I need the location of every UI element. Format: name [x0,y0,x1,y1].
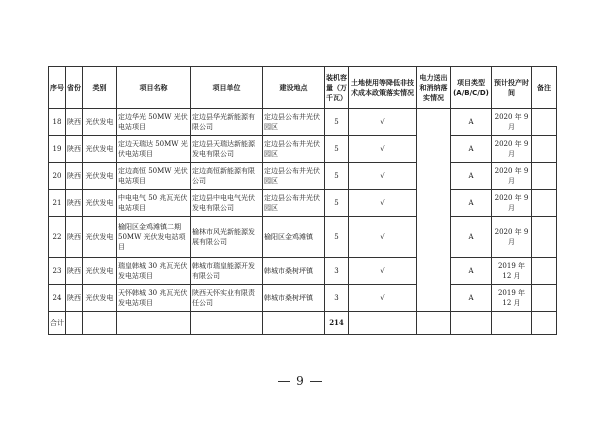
cell-capacity: 5 [325,163,349,190]
cell-unit: 定边县华光新能源有限公司 [191,109,263,136]
cell-location: 定边县公布井光伏园区 [263,136,325,163]
cell-unit: 陕西天怀实业有限责任公司 [191,285,263,312]
header-unit: 项目单位 [191,67,263,109]
cell-no: 18 [49,109,66,136]
page-number-value: 9 [296,374,304,388]
table-row [49,285,557,312]
total-empty [492,312,532,335]
table-row [49,109,557,136]
cell-name: 瑞皇韩城 30 兆瓦光伏发电站项目 [117,258,191,285]
cell-no: 21 [49,190,66,217]
header-name: 项目名称 [117,67,191,109]
cell-location: 韩城市桑树坪镇 [263,258,325,285]
cell-no: 20 [49,163,66,190]
cell-location: 定边县公布井光伏园区 [263,163,325,190]
header-capacity: 装机容量（万千瓦） [325,67,349,109]
cell-time: 2020 年 9 月 [492,190,532,217]
table-row [49,136,557,163]
header-note: 备注 [532,67,557,109]
cell-type: A [451,109,492,136]
cell-province: 陕西 [66,136,83,163]
dash-left [278,381,290,382]
cell-province: 陕西 [66,190,83,217]
total-empty [417,312,451,335]
total-empty [349,312,417,335]
cell-land: √ [349,109,417,136]
cell-land: √ [349,217,417,258]
cell-time: 2020 年 9 月 [492,136,532,163]
cell-name: 天怀韩城 30 兆瓦光伏发电站项目 [117,285,191,312]
cell-power-merged [417,109,451,312]
header-category: 类别 [83,67,117,109]
cell-note [532,163,557,190]
cell-no: 23 [49,258,66,285]
table-header-row [49,67,557,109]
cell-time: 2019 年 12 月 [492,285,532,312]
cell-capacity: 5 [325,136,349,163]
header-time: 预计投产时间 [492,67,532,109]
cell-category: 光伏发电 [83,217,117,258]
table-row [49,163,557,190]
cell-name: 中电电气 50 兆瓦光伏电站项目 [117,190,191,217]
cell-note [532,285,557,312]
cell-location: 定边县公布井光伏园区 [263,109,325,136]
total-label: 合计 [49,312,66,335]
cell-province: 陕西 [66,109,83,136]
cell-province: 陕西 [66,258,83,285]
dash-right [310,381,322,382]
cell-name: 定边高恒 50MW 光伏电站项目 [117,163,191,190]
header-location: 建设地点 [263,67,325,109]
total-capacity: 214 [325,312,349,335]
total-empty [117,312,191,335]
cell-time: 2020 年 9 月 [492,109,532,136]
cell-location: 定边县公布井光伏园区 [263,190,325,217]
table-row [49,217,557,258]
cell-capacity: 5 [325,217,349,258]
cell-location: 韩城市桑树坪镇 [263,285,325,312]
cell-capacity: 3 [325,285,349,312]
cell-type: A [451,163,492,190]
cell-no: 24 [49,285,66,312]
total-empty [532,312,557,335]
cell-unit: 定边县天瑞达新能源发电有限公司 [191,136,263,163]
total-empty [83,312,117,335]
cell-name: 定边天瑞达 50MW 光伏电站项目 [117,136,191,163]
cell-time: 2020 年 9 月 [492,217,532,258]
header-province: 省份 [66,67,83,109]
cell-name: 榆阳区金鸡滩镇二期 50MW 光伏发电站项目 [117,217,191,258]
cell-category: 光伏发电 [83,136,117,163]
total-empty [66,312,83,335]
cell-no: 19 [49,136,66,163]
header-no: 序号 [49,67,66,109]
cell-note [532,217,557,258]
cell-category: 光伏发电 [83,109,117,136]
cell-time: 2019 年 12 月 [492,258,532,285]
cell-unit: 榆林市风光新能源发展有限公司 [191,217,263,258]
cell-category: 光伏发电 [83,190,117,217]
cell-unit: 定边县中电电气光伏发电有限公司 [191,190,263,217]
cell-time: 2020 年 9 月 [492,163,532,190]
total-empty [191,312,263,335]
cell-location: 榆阳区金鸡滩镇 [263,217,325,258]
cell-province: 陕西 [66,163,83,190]
cell-capacity: 3 [325,258,349,285]
cell-type: A [451,217,492,258]
header-power: 电力送出和消纳落实情况 [417,67,451,109]
cell-land: √ [349,285,417,312]
header-type: 项目类型(A/B/C/D) [451,67,492,109]
cell-capacity: 5 [325,190,349,217]
cell-unit: 定边高恒新能源有限公司 [191,163,263,190]
cell-note [532,258,557,285]
page-number [0,374,600,388]
cell-land: √ [349,190,417,217]
cell-category: 光伏发电 [83,258,117,285]
cell-type: A [451,136,492,163]
total-empty [263,312,325,335]
cell-capacity: 5 [325,109,349,136]
table-row [49,258,557,285]
cell-province: 陕西 [66,285,83,312]
cell-note [532,136,557,163]
cell-type: A [451,190,492,217]
table-row [49,190,557,217]
cell-unit: 韩城市瑞皇能源开发有限公司 [191,258,263,285]
total-empty [451,312,492,335]
cell-type: A [451,258,492,285]
cell-category: 光伏发电 [83,163,117,190]
project-table [48,66,557,335]
cell-note [532,109,557,136]
cell-type: A [451,285,492,312]
cell-name: 定边华光 50MW 光伏电站项目 [117,109,191,136]
cell-no: 22 [49,217,66,258]
cell-land: √ [349,163,417,190]
cell-note [532,190,557,217]
cell-land: √ [349,258,417,285]
cell-category: 光伏发电 [83,285,117,312]
cell-land: √ [349,136,417,163]
cell-province: 陕西 [66,217,83,258]
total-row [49,312,557,335]
header-land-policy: 土地使用等降低非技术成本政策落实情况 [349,67,417,109]
